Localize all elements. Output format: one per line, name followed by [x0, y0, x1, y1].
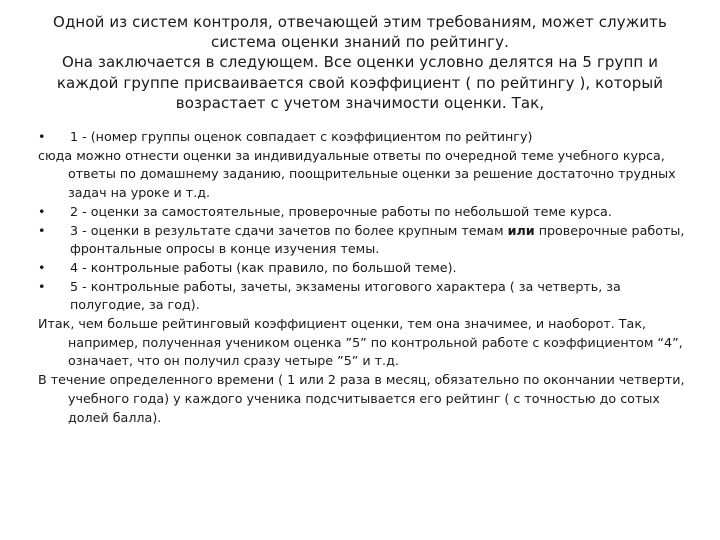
paragraph-conclusion: Итак, чем больше рейтинговый коэффициент оценки, тем она значимее, и наоборот. Так, например, полученная учеником оценка ”5” по контрольной работе с коэффициентом “4”, означает, что он получил сразу четыре ”5” и т.д. — [38, 316, 683, 369]
bullet-icon: • — [38, 222, 46, 238]
bullet-item-3 — [38, 222, 688, 259]
bullet-icon: • — [38, 259, 46, 275]
bullet-item-2 — [38, 203, 688, 222]
heading-block — [30, 12, 690, 113]
bullet-item-5 — [38, 278, 688, 315]
bullet-icon: • — [38, 278, 46, 294]
bullet-item-3-text-part2: проверочные работы, фронтальные опросы в конце изучения темы. — [70, 222, 685, 257]
paragraph-group-1: сюда можно отнести оценки за индивидуальные ответы по очередной теме учебного курса, ответы по домашнему заданию, поощрительные оценки за решение достаточно трудных задач на уроке и т.д. — [38, 147, 676, 201]
bullet-item-4 — [38, 259, 688, 278]
paragraph-rating-calculation: В течение определенного времени ( 1 или 2 раза в месяц, обязательно по окончании четверти, учебного года) у каждого ученика подсчитывается его рейтинг ( с точностью до сотых долей балла). — [38, 372, 685, 425]
heading-line-1: Одной из систем контроля, отвечающей этим требованиям, может служить система оценки знаний по рейтингу. — [53, 13, 667, 52]
bullet-icon: • — [38, 203, 46, 219]
bullet-icon: • — [38, 129, 46, 144]
bullet-item-2-text: 2 - оценки за самостоятельные, проверочные работы по небольшой теме курса. — [70, 203, 612, 219]
heading-line-2: Она заключается в следующем. Все оценки условно делятся на 5 групп и каждой группе присваивается свой коэффициент ( по рейтингу ), который возрастает с учетом значимости оценки. Так, — [56, 53, 664, 112]
bullet-item-3-text-part1: 3 - оценки в результате сдачи зачетов по более крупным темам — [70, 222, 508, 238]
bullet-item-5-text: 5 - контрольные работы, зачеты, экзамены итогового характера ( за четверть, за полугодие, за год). — [70, 278, 621, 313]
bullet-item-3-bold-word: или — [507, 222, 535, 238]
body-text — [38, 128, 688, 427]
bullet-item-4-text: 4 - контрольные работы (как правило, по большой теме). — [70, 259, 457, 275]
bullet-item-1 — [38, 128, 688, 147]
bullet-item-1-text: 1 - (номер группы оценок совпадает с коэффициентом по рейтингу) — [70, 129, 533, 144]
